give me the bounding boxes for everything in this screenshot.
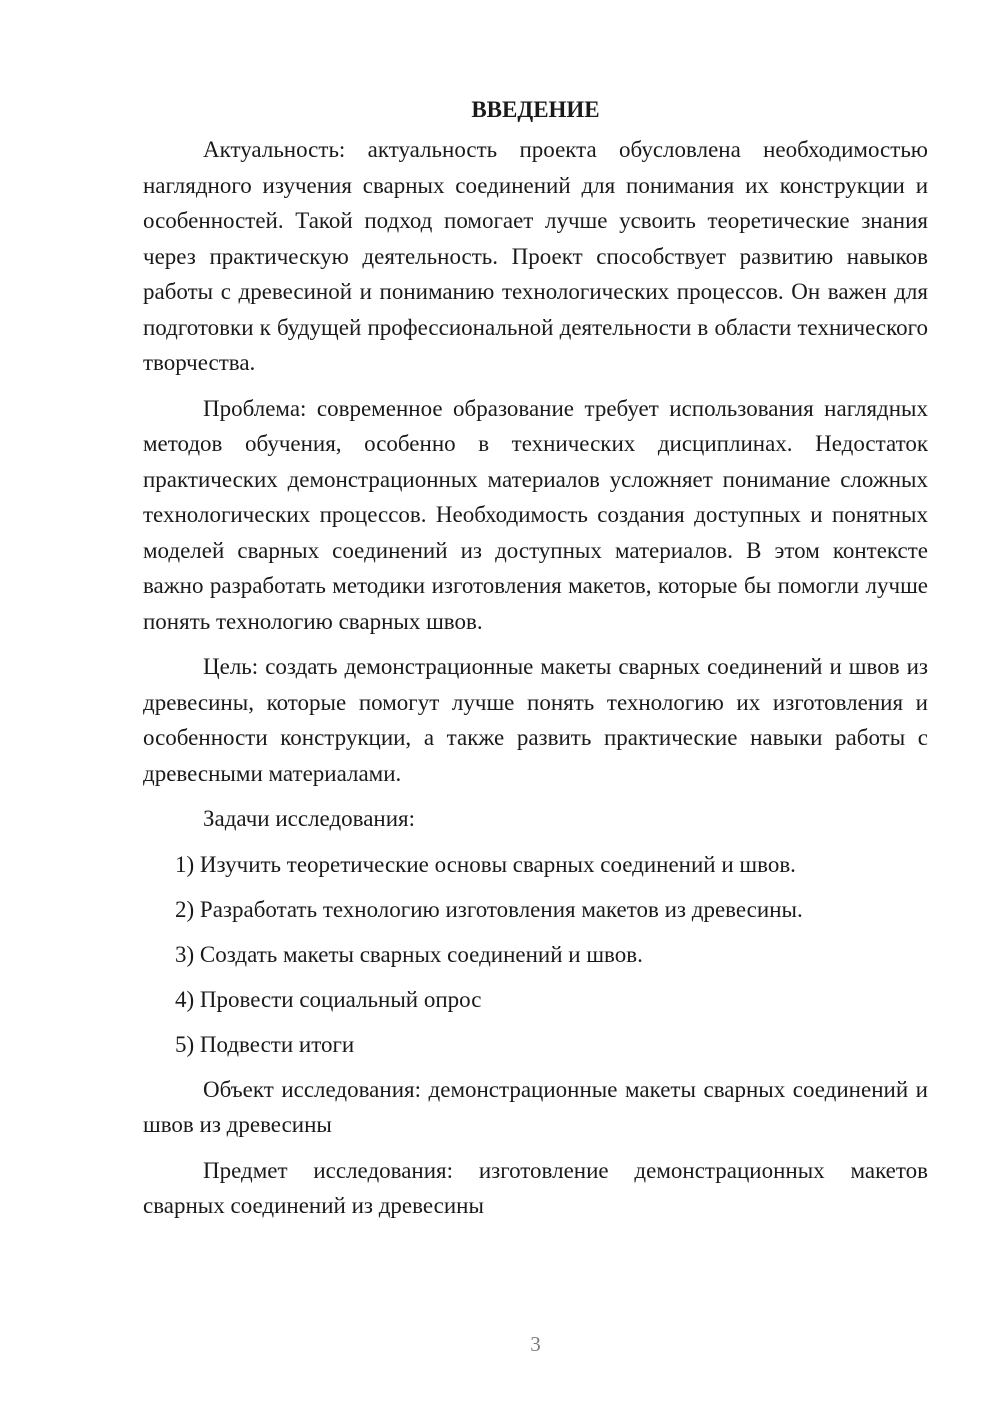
tasks-label: Задачи исследования: [203,806,416,831]
relevance-paragraph: Актуальность: актуальность проекта обусловлена необходимостью наглядного изучения сварных соединений для понимания их конструкции и особенностей. Такой подход помогает лучше усвоить теоретические знания через практическую деятельность. Проект способствует развитию навыков работы с древесиной и пониманию технологических процессов. Он важен для подготовки к будущей профессиональной деятельности в области технического творчества. [143,137,928,375]
document-page [143,94,928,1234]
goal-paragraph: Цель: создать демонстрационные макеты сварных соединений и швов из древесины, которые помогут лучше понять технологию их изготовления и особенности конструкции, а также развить практические навыки работы с древесными материалами. [143,654,928,786]
research-subject-paragraph: Предмет исследования: изготовление демонстрационных макетов сварных соединений из древесины [143,1157,928,1218]
research-object-paragraph: Объект исследования: демонстрационные макеты сварных соединений и швов из древесины [143,1076,928,1137]
task-item-1: 1) Изучить теоретические основы сварных соединений и швов. [175,851,796,877]
page-number: 3 [530,1332,541,1356]
task-list [143,847,928,1063]
problem-paragraph: Проблема: современное образование требует использования наглядных методов обучения, особенно в технических дисциплинах. Недостаток практических демонстрационных материалов усложняет понимание сложных технологических процессов. Необходимость создания доступных и понятных моделей сварных соединений из доступных материалов. В этом контексте важно разработать методики изготовления макетов, которые бы помогли лучше понять технологию сварных швов. [143,395,928,634]
page-title: ВВЕДЕНИЕ [471,97,600,122]
task-item-3: 3) Создать макеты сварных соединений и швов. [175,941,643,967]
task-item-2: 2) Разработать технологию изготовления макетов из древесины. [175,896,803,922]
task-item-4: 4) Провести социальный опрос [175,986,482,1012]
task-item-5: 5) Подвести итоги [175,1031,355,1057]
